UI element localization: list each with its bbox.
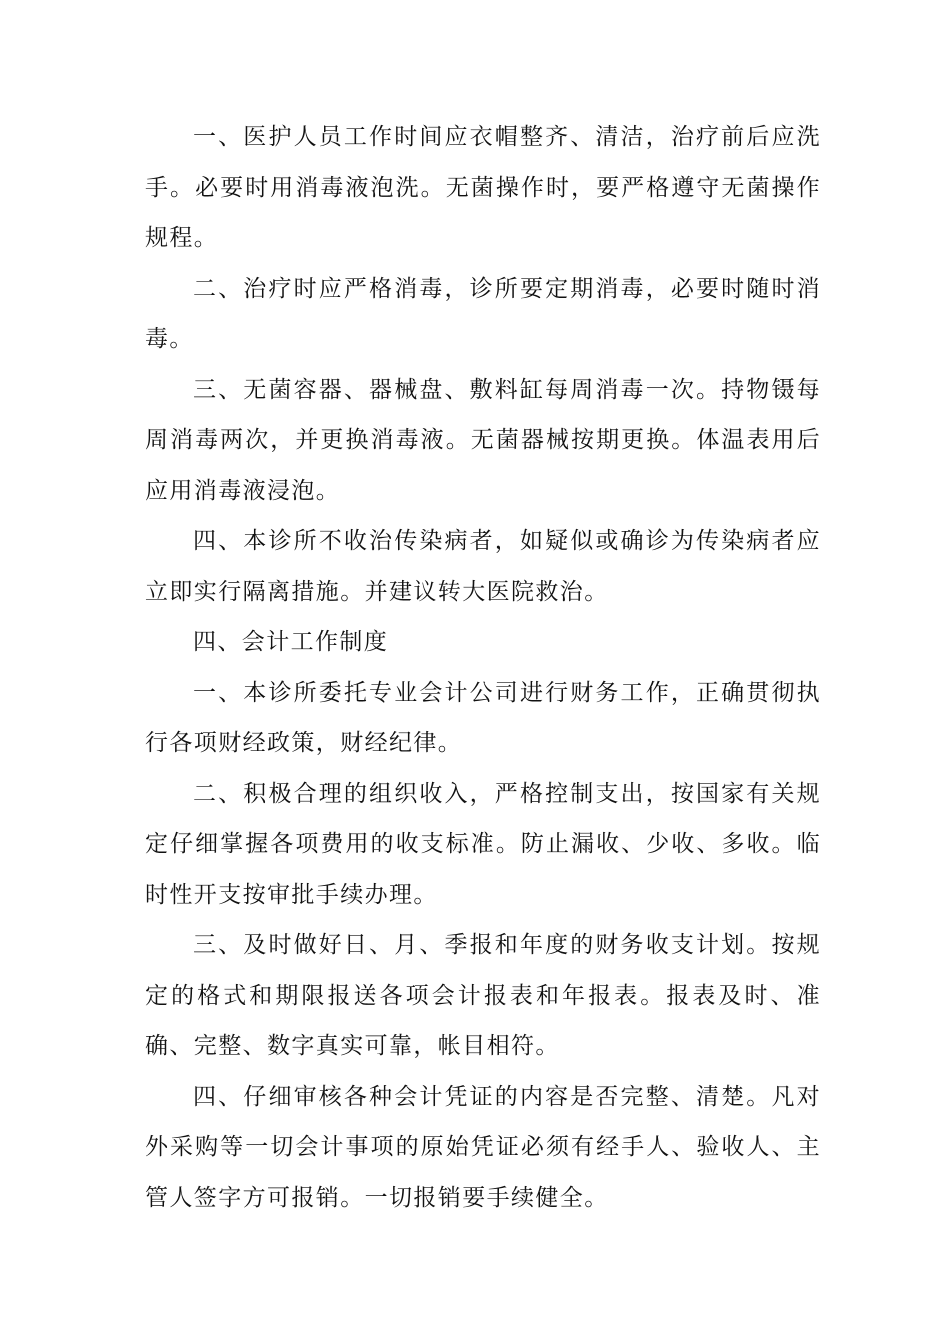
paragraph-accounting-3: 三、及时做好日、月、季报和年度的财务收支计划。按规定的格式和期限报送各项会计报表和年报表。报表及时、准确、完整、数字真实可靠，帐目相符。 bbox=[145, 932, 821, 1059]
paragraph-accounting-2: 二、积极合理的组织收入，严格控制支出，按国家有关规定仔细掌握各项费用的收支标准。防止漏收、少收、多收。临时性开支按审批手续办理。 bbox=[145, 780, 821, 908]
paragraph-sterile-containers: 三、无菌容器、器械盘、敷料缸每周消毒一次。持物镊每周消毒两次，并更换消毒液。无菌器械按期更换。体温表用后应用消毒液浸泡。 bbox=[145, 376, 821, 504]
paragraph-accounting-1: 一、本诊所委托专业会计公司进行财务工作，正确贯彻执行各项财经政策，财经纪律。 bbox=[145, 679, 821, 756]
paragraph-hygiene: 一、医护人员工作时间应衣帽整齐、清洁，治疗前后应洗手。必要时用消毒液泡洗。无菌操作时，要严格遵守无菌操作规程。 bbox=[145, 124, 821, 251]
paragraph-accounting-4: 四、仔细审核各种会计凭证的内容是否完整、清楚。凡对外采购等一切会计事项的原始凭证必须有经手人、验收人、主管人签字方可报销。一切报销要手续健全。 bbox=[145, 1083, 821, 1211]
section-heading-accounting: 四、会计工作制度 bbox=[193, 629, 389, 655]
paragraph-disinfection: 二、治疗时应严格消毒，诊所要定期消毒，必要时随时消毒。 bbox=[145, 275, 821, 352]
paragraph-infectious-disease: 四、本诊所不收治传染病者，如疑似或确诊为传染病者应立即实行隔离措施。并建议转大医院救治。 bbox=[145, 528, 821, 605]
document-body bbox=[145, 112, 821, 1223]
